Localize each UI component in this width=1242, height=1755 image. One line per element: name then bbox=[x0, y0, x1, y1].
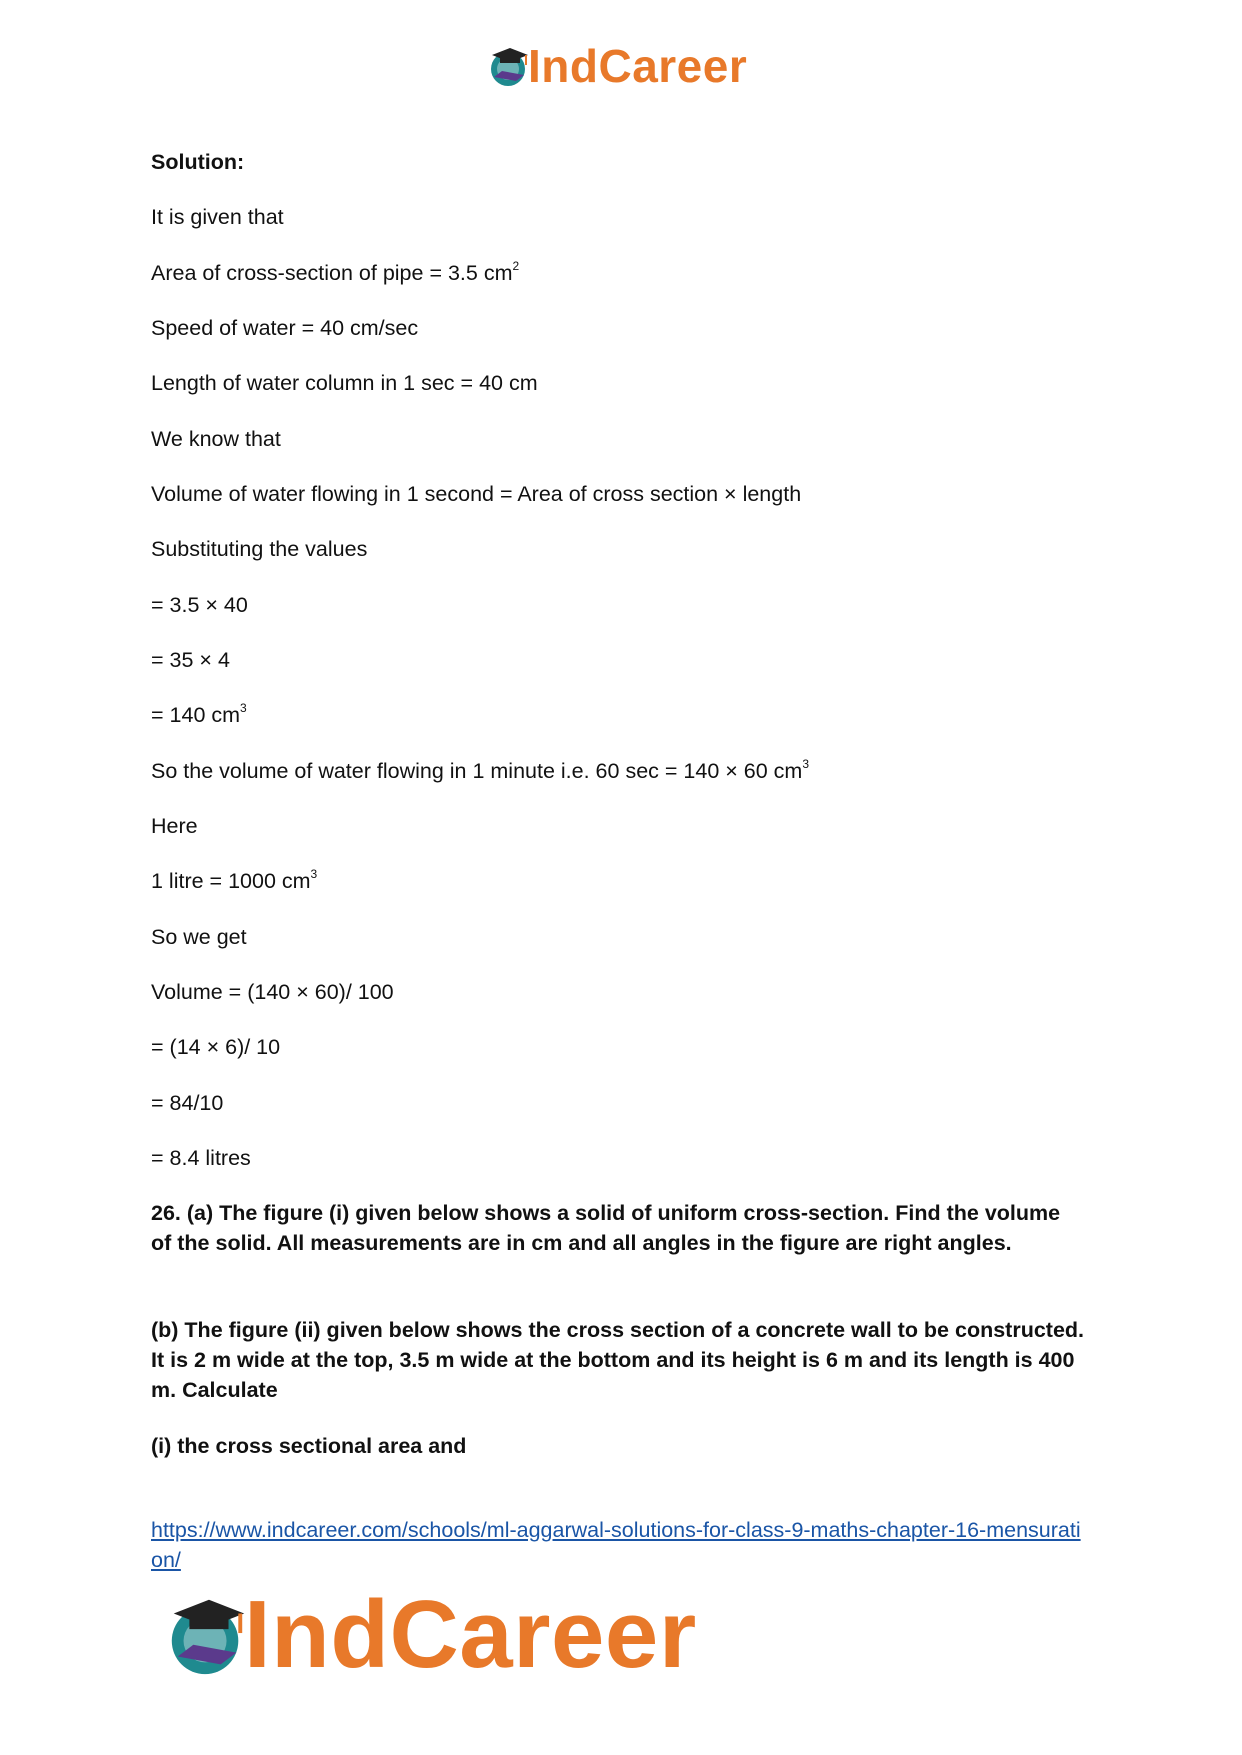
question-26a: 26. (a) The figure (i) given below shows a solid of uniform cross-section. Find the volume of the solid. All measurements are in cm and all angles in the figure are right angles. bbox=[151, 1201, 1061, 1255]
text-line: We know that bbox=[151, 427, 281, 451]
text-line: = 140 $cm^3$ bbox=[151, 701, 247, 727]
text-line: It is given that bbox=[151, 205, 284, 229]
question-26b-i: (i) the cross sectional area and bbox=[151, 1434, 467, 1458]
text-line: So we get bbox=[151, 925, 247, 949]
text-line: Volume of water flowing in 1 second = Area of cross section × length bbox=[151, 482, 802, 506]
text-line: = 84/10 bbox=[151, 1091, 224, 1115]
text-line: = 35 × 4 bbox=[151, 648, 230, 672]
graduation-globe-icon bbox=[162, 1590, 252, 1680]
graduation-globe-icon bbox=[486, 43, 532, 89]
text-line: 1 litre = 1000 $cm^3$ bbox=[151, 867, 318, 893]
source-link[interactable]: https://www.indcareer.com/schools/ml-aggarwal-solutions-for-class-9-maths-chapter-16-mensuration/ bbox=[151, 1518, 1081, 1572]
brand-name: IndCareer bbox=[528, 40, 748, 92]
text-line: = (14 × 6)/ 10 bbox=[151, 1035, 281, 1059]
brand-name: IndCareer bbox=[244, 1581, 697, 1688]
text-line: Length of water column in 1 sec = 40 cm bbox=[151, 371, 538, 395]
text-line: = 3.5 × 40 bbox=[151, 593, 248, 617]
text-line: Here bbox=[151, 814, 198, 838]
text-line: Volume = (140 × 60)/ 100 bbox=[151, 980, 394, 1004]
footer-logo bbox=[162, 1581, 697, 1688]
text-line: Speed of water = 40 cm/sec bbox=[151, 316, 419, 340]
text-line: So the volume of water flowing in 1 minute i.e. 60 sec = 140 × 60 $cm^3$ bbox=[151, 757, 810, 783]
header-logo bbox=[486, 40, 747, 92]
question-26b: (b) The figure (ii) given below shows the cross section of a concrete wall to be constructed. It is 2 m wide at the top, 3.5 m wide at the bottom and its height is 6 m and its length is 400 m. Calculate bbox=[151, 1318, 1085, 1402]
solution-heading: Solution: bbox=[151, 150, 245, 174]
text-line: = 8.4 litres bbox=[151, 1146, 251, 1170]
text-line: Area of cross-section of pipe = 3.5 $cm^2$ bbox=[151, 259, 520, 285]
text-line: Substituting the values bbox=[151, 537, 368, 561]
